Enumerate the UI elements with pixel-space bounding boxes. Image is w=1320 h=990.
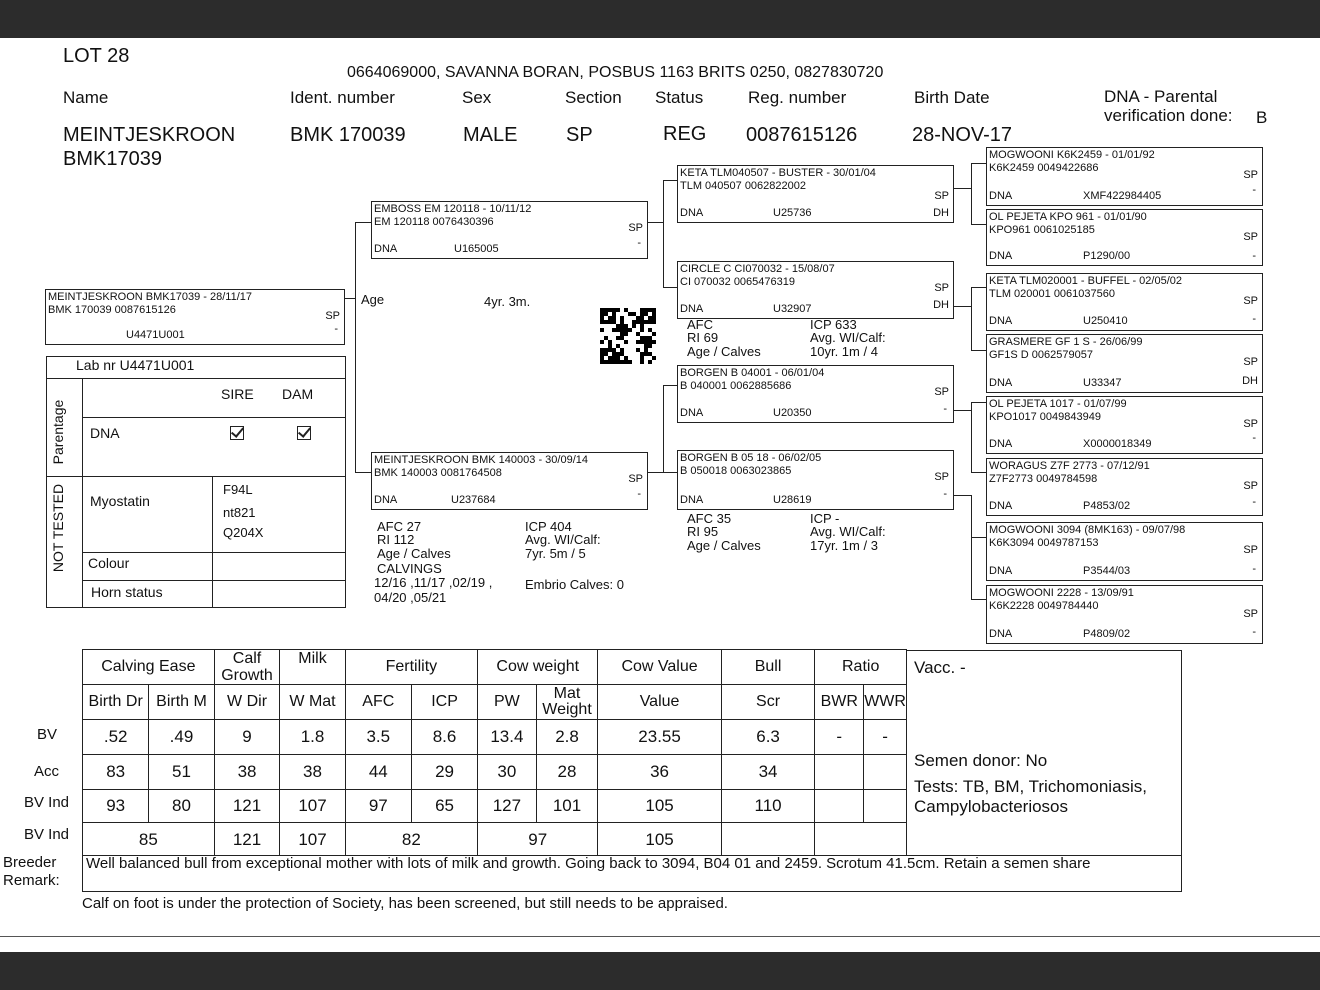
connector: [954, 188, 972, 189]
lot-number: LOT 28: [63, 45, 130, 67]
divider: [82, 552, 346, 553]
header-section: Section: [565, 88, 622, 107]
footer-note: Calf on foot is under the protection of Society, has been screened, but still needs to be appraised.: [82, 895, 728, 912]
row-label-bv-ind-2: BV Ind: [24, 826, 70, 843]
bv-ind-cell: [815, 790, 864, 823]
bottom-divider: [0, 936, 1320, 937]
gp-avg-label: Avg. WI/Calf:: [810, 330, 886, 345]
connector: [355, 222, 356, 472]
connector: [971, 163, 986, 164]
acc-cell: 38: [214, 755, 280, 790]
ggp-extra: -: [1252, 563, 1256, 575]
connector: [663, 385, 677, 386]
connector: [954, 410, 972, 411]
great-grandparent-box: [986, 334, 1263, 393]
grandparent-box: [677, 365, 954, 423]
gp-icp: ICP 633: [810, 317, 857, 332]
bv-ind2-cell: 97: [478, 823, 598, 857]
ggp-section: SP: [1243, 480, 1258, 492]
ggp-section: SP: [1243, 295, 1258, 307]
bv-ind2-cell: 85: [83, 823, 215, 857]
header-dna-1: DNA - Parental: [1104, 87, 1218, 106]
sub-wwr: WWR: [864, 685, 907, 720]
gp-extra: DH: [933, 299, 949, 311]
tests-line-2: Campylobacteriosos: [914, 797, 1069, 816]
dam-dna-label: DNA: [374, 494, 398, 506]
gp-line-2: CI 070032 0065476319: [680, 276, 795, 288]
header-status: Status: [655, 88, 704, 107]
ggp-extra: -: [1252, 184, 1256, 196]
ggp-dna: P3544/03: [1083, 565, 1131, 577]
ggp-dna: P4853/02: [1083, 500, 1131, 512]
gp-line-1: KETA TLM040507 - BUSTER - 30/01/04: [680, 167, 876, 179]
header-name: Name: [63, 88, 109, 107]
ggp-line-2: K6K2228 0049784440: [989, 600, 1099, 612]
ggp-dna-label: DNA: [989, 565, 1013, 577]
dam-dna: U237684: [451, 494, 496, 506]
gp-avg-label: Avg. WI/Calf:: [810, 524, 886, 539]
great-grandparent-box: [986, 522, 1263, 581]
dam-col-label: DAM: [282, 386, 314, 402]
sub-w-mat: W Mat: [280, 685, 345, 720]
self-line-2: BMK 170039 0087615126: [48, 304, 176, 316]
gp-dna: U25736: [773, 207, 812, 219]
sire-line-1: EMBOSS EM 120118 - 10/11/12: [374, 203, 532, 215]
gp-dna: U28619: [773, 494, 812, 506]
bv-ind2-cell: 105: [598, 823, 721, 857]
self-line-1: MEINTJESKROON BMK17039 - 28/11/17: [48, 291, 252, 303]
ggp-extra: DH: [1242, 375, 1258, 387]
gp-age-calves: Age / Calves: [687, 538, 761, 553]
dam-age-calves: Age / Calves: [377, 546, 451, 561]
ggp-line-2: K6K3094 0049787153: [989, 537, 1099, 549]
great-grandparent-box: [986, 209, 1263, 266]
bottom-bar: [0, 952, 1320, 990]
gp-line-2: B 050018 0063023865: [680, 465, 792, 477]
ggp-line-2: TLM 020001 0061037560: [989, 288, 1115, 300]
not-tested-label: NOT TESTED: [50, 483, 66, 573]
connector: [355, 222, 372, 223]
table-row: [83, 790, 907, 823]
header-dna-2: verification done:: [1104, 106, 1233, 125]
acc-cell: 34: [721, 755, 815, 790]
grandparent-box: [677, 450, 954, 510]
dna-row-label: DNA: [90, 425, 120, 441]
dam-line-2: BMK 140003 0081764508: [374, 467, 502, 479]
gp-afc: AFC: [687, 317, 713, 332]
acc-cell: 38: [280, 755, 345, 790]
animal-section: SP: [566, 124, 593, 146]
qr-code: [600, 308, 656, 364]
table-row: [83, 823, 907, 857]
animal-reg: 0087615126: [746, 124, 858, 146]
parentage-label: Parentage: [50, 399, 66, 465]
ggp-dna-label: DNA: [989, 250, 1013, 262]
bv-cell: .49: [149, 720, 214, 755]
connector: [663, 287, 677, 288]
bv-ind-cell: 107: [280, 790, 345, 823]
gp-ri: RI 69: [687, 330, 719, 345]
ggp-line-1: OL PEJETA 1017 - 01/07/99: [989, 398, 1127, 410]
breeder-remark-label-2: Remark:: [3, 872, 60, 889]
bv-cell: 3.5: [345, 720, 411, 755]
divider: [82, 417, 346, 418]
bv-ind-cell: 93: [83, 790, 149, 823]
animal-birth: 28-NOV-17: [912, 124, 1013, 146]
header-birth: Birth Date: [914, 88, 990, 107]
connector: [971, 537, 986, 538]
tests-line-1: Tests: TB, BM, Trichomoniasis,: [914, 777, 1148, 796]
header-reg: Reg. number: [748, 88, 847, 107]
connector: [971, 402, 986, 403]
ggp-line-1: MOGWOONI 3094 (8MK163) - 09/07/98: [989, 524, 1186, 536]
group-calving-ease: Calving Ease: [83, 650, 215, 685]
ggp-dna-label: DNA: [989, 315, 1013, 327]
bv-ind-cell: 127: [478, 790, 536, 823]
ggp-line-1: MOGWOONI K6K2459 - 01/01/92: [989, 149, 1155, 161]
group-milk: Milk: [280, 650, 345, 685]
colour-label: Colour: [88, 555, 130, 571]
bv-ind2-cell: [815, 823, 907, 857]
ggp-line-2: KPO1017 0049843949: [989, 411, 1101, 423]
sub-scr: Scr: [721, 685, 815, 720]
animal-name-2: BMK17039: [63, 148, 162, 170]
age-label: Age: [361, 292, 385, 307]
bv-cell: 2.8: [536, 720, 598, 755]
connector: [663, 180, 664, 288]
breeder-remark-label-1: Breeder: [3, 854, 57, 871]
ggp-extra: -: [1252, 313, 1256, 325]
dam-afc: AFC 27: [377, 519, 422, 534]
gp-ri: RI 95: [687, 524, 719, 539]
connector: [648, 472, 664, 473]
group-cow-value: Cow Value: [598, 650, 721, 685]
ggp-section: SP: [1243, 544, 1258, 556]
gp-dna: U32907: [773, 303, 812, 315]
dam-calvings-label: CALVINGS: [377, 561, 442, 576]
connector: [971, 599, 986, 600]
dam-dna-checkbox: [297, 426, 311, 445]
age-value: 4yr. 3m.: [484, 294, 531, 309]
connector: [663, 472, 677, 473]
dam-dash: -: [637, 488, 641, 500]
ggp-line-2: GF1S D 0062579057: [989, 349, 1093, 361]
animal-sex: MALE: [463, 124, 518, 146]
gp-dna: U20350: [773, 407, 812, 419]
ggp-dna: X0000018349: [1083, 438, 1152, 450]
connector: [971, 350, 986, 351]
bv-ind2-cell: 121: [214, 823, 280, 857]
connector: [954, 306, 972, 307]
row-label-bv: BV: [37, 726, 58, 743]
connector: [971, 472, 986, 473]
ggp-extra: -: [1252, 496, 1256, 508]
grandparent-box: [677, 261, 954, 319]
gp-avg-value: 17yr. 1m / 3: [810, 538, 878, 553]
ggp-dna: P4809/02: [1083, 628, 1131, 640]
dam-line-1: MEINTJESKROON BMK 140003 - 30/09/14: [374, 454, 588, 466]
acc-cell: 51: [149, 755, 214, 790]
sub-pw: PW: [478, 685, 536, 720]
bv-cell: -: [864, 720, 907, 755]
connector: [971, 163, 972, 225]
gp-section: SP: [934, 386, 949, 398]
ggp-section: SP: [1243, 356, 1258, 368]
gp-dna-label: DNA: [680, 303, 704, 315]
divider: [212, 476, 213, 608]
sire-dna: U165005: [454, 243, 499, 255]
acc-cell: 28: [536, 755, 598, 790]
ggp-dna-label: DNA: [989, 190, 1013, 202]
group-ratio: Ratio: [815, 650, 907, 685]
acc-cell: [815, 755, 864, 790]
ggp-dna: XMF422984405: [1083, 190, 1162, 202]
divider: [82, 580, 346, 581]
acc-cell: 83: [83, 755, 149, 790]
gp-dna-label: DNA: [680, 407, 704, 419]
connector: [971, 287, 972, 351]
ggp-line-1: GRASMERE GF 1 S - 26/06/99: [989, 336, 1143, 348]
horn-label: Horn status: [91, 584, 163, 600]
myostatin-value-1: F94L: [223, 482, 253, 497]
sire-box: [371, 201, 648, 259]
great-grandparent-box: [986, 458, 1263, 516]
sub-afc: AFC: [345, 685, 411, 720]
ggp-dna: U250410: [1083, 315, 1128, 327]
bv-cell: -: [815, 720, 864, 755]
divider: [46, 378, 346, 379]
self-section: SP: [325, 310, 340, 322]
connector: [648, 222, 664, 223]
gp-extra: -: [943, 403, 947, 415]
gp-dna-label: DNA: [680, 207, 704, 219]
group-bull: Bull: [721, 650, 815, 685]
sub-bwr: BWR: [815, 685, 864, 720]
animal-status: REG: [663, 123, 707, 145]
gp-section: SP: [934, 190, 949, 202]
gp-line-1: CIRCLE C CI070032 - 15/08/07: [680, 263, 835, 275]
gp-dna-label: DNA: [680, 494, 704, 506]
bv-cell: 6.3: [721, 720, 815, 755]
header-sex: Sex: [462, 88, 492, 107]
ggp-section: SP: [1243, 608, 1258, 620]
dam-box: [371, 452, 648, 510]
ggp-line-2: K6K2459 0049422686: [989, 162, 1099, 174]
ggp-line-1: OL PEJETA KPO 961 - 01/01/90: [989, 211, 1147, 223]
ggp-dna: U33347: [1083, 377, 1122, 389]
divider: [82, 378, 83, 608]
sire-dna-checkbox: [230, 426, 244, 445]
bv-ind-cell: 101: [536, 790, 598, 823]
gp-extra: -: [943, 488, 947, 500]
table-row: [83, 755, 907, 790]
connector: [971, 495, 972, 600]
dam-icp: ICP 404: [525, 519, 572, 534]
acc-cell: 30: [478, 755, 536, 790]
bv-table: [82, 649, 907, 857]
myostatin-value-2: nt821: [223, 505, 256, 520]
header-dna-value: B: [1256, 108, 1268, 127]
sire-line-2: EM 120118 0076430396: [374, 216, 494, 228]
acc-cell: 36: [598, 755, 721, 790]
bv-ind2-cell: [721, 823, 815, 857]
bv-ind-cell: 65: [411, 790, 477, 823]
bv-ind-cell: 97: [345, 790, 411, 823]
dam-section: SP: [628, 473, 643, 485]
ggp-dna-label: DNA: [989, 628, 1013, 640]
ggp-line-2: Z7F2773 0049784598: [989, 473, 1098, 485]
gp-avg-value: 10yr. 1m / 4: [810, 344, 878, 359]
self-dash: -: [334, 323, 338, 335]
divider: [46, 476, 346, 477]
breeder-remark-text: Well balanced bull from exceptional mother with lots of milk and growth. Going back to 3094, B04 01 and 2459. Scrotum 41.5cm. Retain a semen share: [86, 855, 1091, 872]
dam-avg-value: 7yr. 5m / 5: [525, 546, 586, 561]
gp-afc: AFC 35: [687, 511, 732, 526]
bv-cell: 13.4: [478, 720, 536, 755]
bv-ind-cell: 80: [149, 790, 214, 823]
connector: [971, 287, 986, 288]
bv-ind-cell: [864, 790, 907, 823]
vaccination: Vacc. -: [914, 658, 966, 677]
ggp-line-2: KPO961 0061025185: [989, 224, 1095, 236]
connector: [355, 472, 372, 473]
bv-cell: 8.6: [411, 720, 477, 755]
sub-value: Value: [598, 685, 721, 720]
great-grandparent-box: [986, 273, 1263, 331]
bv-ind2-cell: 82: [345, 823, 478, 857]
ggp-line-1: MOGWOONI 2228 - 13/09/91: [989, 587, 1134, 599]
grandparent-box: [677, 165, 954, 223]
connector: [971, 402, 972, 473]
connector: [971, 224, 986, 225]
dam-avg-label: Avg. WI/Calf:: [525, 532, 601, 547]
great-grandparent-box: [986, 396, 1263, 454]
sub-birth-m: Birth M: [149, 685, 214, 720]
gp-section: SP: [934, 471, 949, 483]
group-cow-weight: Cow weight: [478, 650, 598, 685]
myostatin-label: Myostatin: [90, 493, 150, 509]
great-grandparent-box: [986, 585, 1263, 644]
dam-calvings-1: 12/16 ,11/17 ,02/19 ,: [374, 575, 493, 590]
breeder-contact: 0664069000, SAVANNA BORAN, POSBUS 1163 BRITS 0250, 0827830720: [347, 64, 884, 81]
bv-ind-cell: 105: [598, 790, 721, 823]
sub-icp: ICP: [411, 685, 477, 720]
ggp-extra: -: [1252, 626, 1256, 638]
sire-dash: -: [637, 237, 641, 249]
gp-age-calves: Age / Calves: [687, 344, 761, 359]
group-fertility: Fertility: [345, 650, 478, 685]
sire-section: SP: [628, 222, 643, 234]
sub-w-dir: W Dir: [214, 685, 280, 720]
great-grandparent-box: [986, 147, 1263, 206]
row-label-acc: Acc: [34, 763, 60, 780]
self-dna: U4471U001: [126, 329, 185, 341]
row-label-bv-ind: BV Ind: [24, 794, 70, 811]
gp-section: SP: [934, 282, 949, 294]
ggp-dna-label: DNA: [989, 377, 1013, 389]
ggp-extra: -: [1252, 250, 1256, 262]
self-pedigree-box: [45, 289, 345, 345]
gp-line-2: B 040001 0062885686: [680, 380, 792, 392]
dam-ri: RI 112: [377, 532, 415, 547]
connector: [954, 495, 972, 496]
table-row: [83, 720, 907, 755]
ggp-section: SP: [1243, 231, 1258, 243]
myostatin-value-3: Q204X: [223, 525, 264, 540]
header-ident: Ident. number: [290, 88, 395, 107]
sire-col-label: SIRE: [221, 386, 254, 402]
bv-cell: 9: [214, 720, 280, 755]
acc-cell: 44: [345, 755, 411, 790]
gp-extra: DH: [933, 207, 949, 219]
ggp-section: SP: [1243, 169, 1258, 181]
acc-cell: [864, 755, 907, 790]
gp-line-2: TLM 040507 0062822002: [680, 180, 806, 192]
connector: [663, 180, 677, 181]
sub-mat-weight: Mat Weight: [536, 685, 598, 720]
ggp-dna-label: DNA: [989, 500, 1013, 512]
group-calf-growth: Calf Growth: [214, 650, 280, 685]
ggp-dna: P1290/00: [1083, 250, 1131, 262]
bv-ind2-cell: 107: [280, 823, 345, 857]
dam-embrio: Embrio Calves: 0: [525, 577, 624, 592]
top-bar: [0, 0, 1320, 38]
animal-ident: BMK 170039: [290, 124, 406, 146]
gp-icp: ICP -: [810, 511, 840, 526]
ggp-extra: -: [1252, 432, 1256, 444]
gp-line-1: BORGEN B 04001 - 06/01/04: [680, 367, 825, 379]
bv-cell: 1.8: [280, 720, 345, 755]
ggp-dna-label: DNA: [989, 438, 1013, 450]
ggp-line-1: WORAGUS Z7F 2773 - 07/12/91: [989, 460, 1150, 472]
gp-line-1: BORGEN B 05 18 - 06/02/05: [680, 452, 822, 464]
dam-calvings-2: 04/20 ,05/21: [374, 590, 447, 605]
connector: [663, 385, 664, 473]
bv-cell: .52: [83, 720, 149, 755]
acc-cell: 29: [411, 755, 477, 790]
connector: [345, 298, 355, 299]
sire-dna-label: DNA: [374, 243, 398, 255]
lab-number: Lab nr U4471U001: [76, 357, 195, 373]
semen-donor: Semen donor: No: [914, 751, 1048, 770]
ggp-section: SP: [1243, 418, 1258, 430]
ggp-line-1: KETA TLM020001 - BUFFEL - 02/05/02: [989, 275, 1183, 287]
bv-cell: 23.55: [598, 720, 721, 755]
animal-name-1: MEINTJESKROON: [63, 124, 236, 146]
bv-ind-cell: 110: [721, 790, 815, 823]
bv-ind-cell: 121: [214, 790, 280, 823]
sub-birth-dr: Birth Dr: [83, 685, 149, 720]
